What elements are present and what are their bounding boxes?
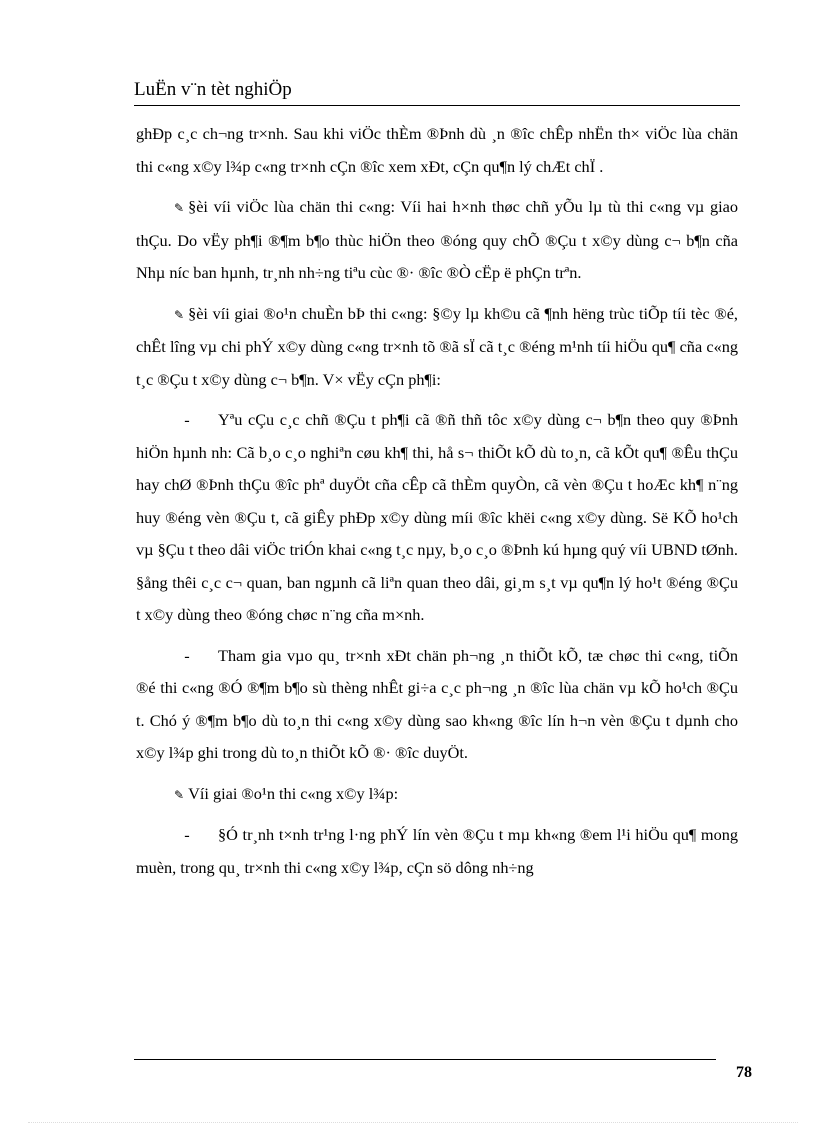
paragraph-text: ghÐp c¸c ch¬ng tr×nh. Sau khi viÖc thÈm ®Þnh dù ¸n ®îc chÊp nhËn th× viÖc lùa chän thi c«ng x©y l¾p c«ng tr×nh cÇn ®îc xem xÐt, cÇn qu¶n lý chÆt chÏ . (136, 124, 738, 176)
paragraph (136, 191, 738, 290)
pencil-bullet-icon: ✎ (174, 307, 185, 322)
page-number: 78 (736, 1064, 752, 1081)
paragraph-text: Víi giai ®o¹n thi c«ng x©y l¾p: (188, 783, 399, 803)
paragraph (136, 298, 738, 397)
list-item-text: §Ó tr¸nh t×nh tr¹ng l·ng phÝ lín vèn ®Çu t mµ kh«ng ®em l¹i hiÖu qu¶ mong muèn, trong qu¸ tr×nh thi c«ng x©y l¾p, cÇn sö dông nh÷ng (136, 825, 738, 877)
dash-bullet: - (184, 410, 190, 429)
page-body (136, 118, 738, 892)
paragraph-text: §èi víi giai ®o¹n chuÈn bÞ thi c«ng: §©y lµ kh©u cã ¶nh hëng trùc tiÕp tíi tèc ®é, chÊt lîng vµ chi phÝ x©y dùng c«ng tr×nh tõ ®ã sÏ cã t¸c ®éng m¹nh tíi hiÖu qu¶ cña c«ng t¸c ®Çu t x©y dùng c¬ b¶n. V× vËy cÇn ph¶i: (136, 303, 738, 389)
pencil-bullet-icon: ✎ (174, 787, 185, 802)
list-item (136, 404, 738, 632)
list-item-text: Tham gia vµo qu¸ tr×nh xÐt chän ph¬ng ¸n thiÕt kÕ, tæ chøc thi c«ng, tiÕn ®é thi c«ng ®Ó ®¶m b¶o sù thèng nhÊt gi÷a c¸c ph¬ng ¸n ®îc lùa chän vµ kÕ ho¹ch ®Çu t. Chó ý ®¶m b¶o dù to¸n thi c«ng x©y dùng sao kh«ng ®îc lín h¬n vèn ®Çu t dµnh cho x©y l¾p ghi trong dù to¸n thiÕt kÕ ®· ®îc duyÖt. (136, 645, 738, 762)
pencil-bullet-icon: ✎ (174, 201, 185, 215)
paragraph-text: §èi víi viÖc lùa chän thi c«ng: Víi hai h×nh thøc chñ yÕu lµ tù thi c«ng vµ giao thÇu. Do vËy ph¶i ®¶m b¶o thùc hiÖn theo ®óng quy chÕ ®Çu t x©y dùng c¬ b¶n cña Nhµ níc ban hµnh, tr¸nh nh÷ng tiªu cùc ®· ®îc ®Ò cËp ë phÇn trªn. (136, 197, 738, 282)
running-header: LuËn v¨n tèt nghiÖp (134, 79, 292, 100)
paragraph (136, 118, 738, 183)
paragraph (136, 778, 738, 812)
dash-bullet: - (184, 825, 190, 844)
list-item (136, 819, 738, 884)
dash-bullet: - (184, 645, 190, 665)
list-item (136, 640, 738, 770)
footer-divider (134, 1059, 716, 1060)
header-divider (134, 105, 740, 106)
list-item-text: Yªu cÇu c¸c chñ ®Çu t ph¶i cã ®ñ thñ tôc x©y dùng c¬ b¶n theo quy ®Þnh hiÖn hµnh nh: Cã b¸o c¸o nghiªn cøu kh¶ thi, hå s¬ thiÕt kÕ dù to¸n, cã kÕt qu¶ ®Êu thÇu hay chØ ®Þnh thÇu ®îc phª duyÖt cña cÊp cã thÈm quyÒn, cã vèn ®Çu t hoÆc kh¶ n¨ng huy ®éng vèn ®Çu t, cã giÊy phÐp x©y dùng míi ®îc khëi c«ng x©y dùng. Së KÕ ho¹ch vµ §Çu t theo dâi viÖc triÓn khai c«ng t¸c nµy, b¸o c¸o ®Þnh kú hµng quý víi UBND tØnh. §ång thêi c¸c c¬ quan, ban ngµnh cã liªn quan theo dâi, gi¸m s¸t vµ qu¶n lý ho¹t ®éng ®Çu t x©y dùng theo ®óng chøc n¨ng cña m×nh. (136, 410, 738, 624)
